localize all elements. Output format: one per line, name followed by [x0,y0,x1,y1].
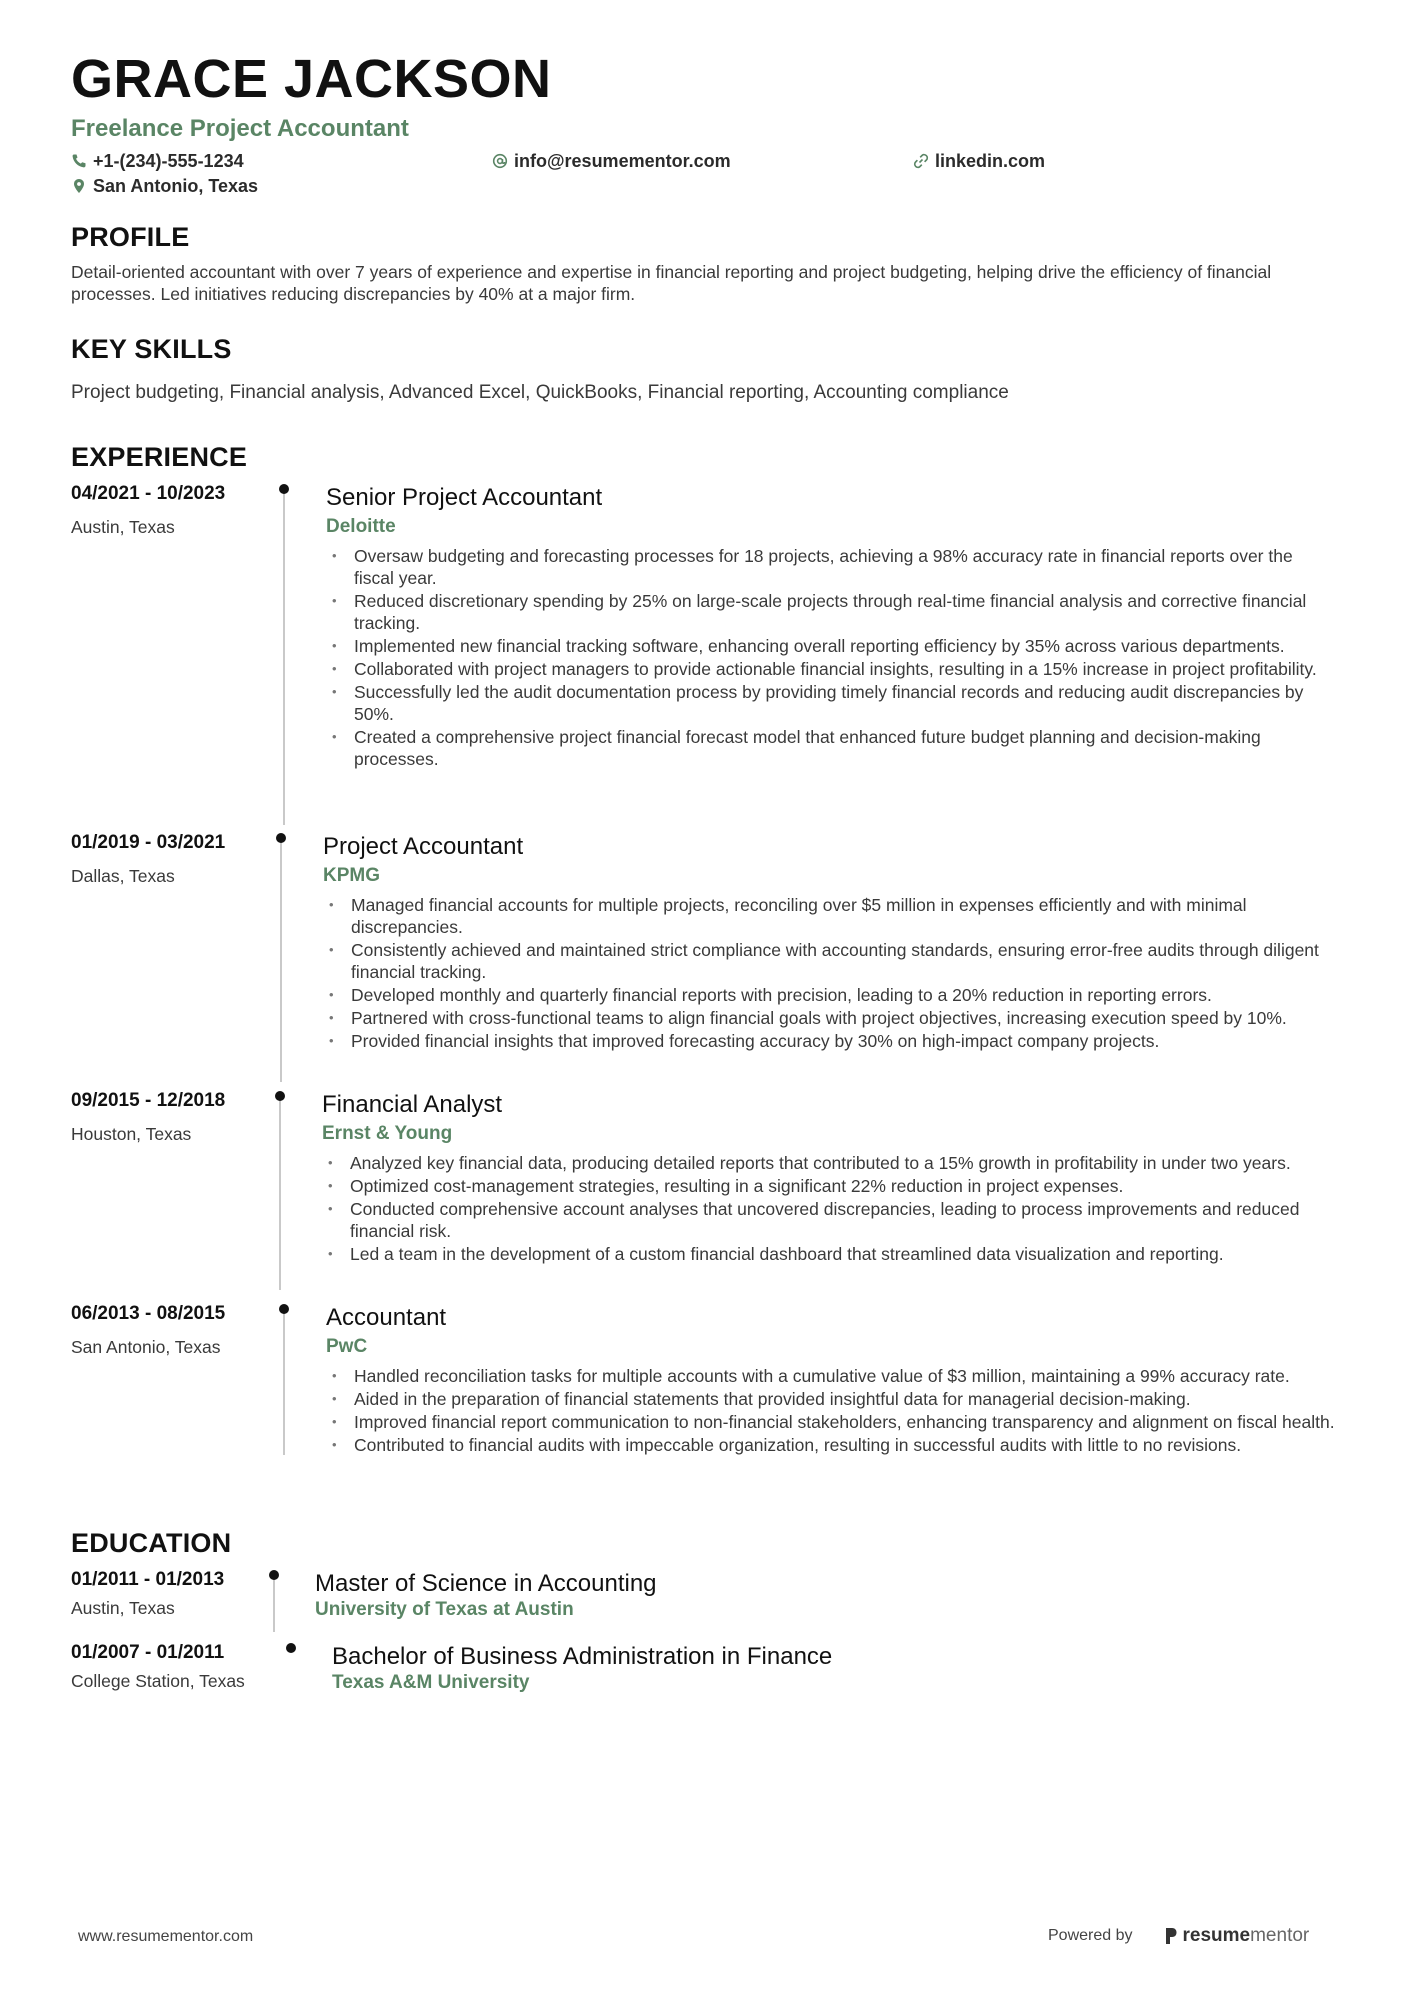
job-title: Freelance Project Accountant [71,115,409,142]
timeline-line [279,1095,281,1290]
education-school: Texas A&M University [332,1672,530,1693]
footer-powered [1048,1925,1309,1947]
list-item: • Oversaw budgeting and forecasting processes for 18 projects, achieving a 98% accuracy rate in financial reports over the fiscal year. [326,545,1336,589]
experience-role: Project Accountant [323,833,524,860]
experience-company: PwC [326,1336,368,1357]
list-item: • Collaborated with project managers to provide actionable financial insights, resulting in a 15% increase in project profitability. [326,658,1336,680]
at-icon [492,153,508,169]
list-item: • Led a team in the development of a custom financial dashboard that streamlined data visualization and reporting. [322,1243,1332,1265]
brand-name-bold: resume [1182,1925,1251,1946]
experience-location: San Antonio, Texas [71,1337,221,1357]
timeline-dot [286,1643,296,1653]
list-item: • Developed monthly and quarterly financial reports with precision, leading to a 20% reduction in reporting errors. [323,984,1333,1006]
experience-dates: 01/2019 - 03/2021 [71,832,226,853]
email-contact[interactable] [492,152,731,170]
resumementor-logo-icon [1165,1927,1177,1945]
education-dates: 01/2011 - 01/2013 [71,1569,225,1590]
email-text: info@resumementor.com [514,151,731,171]
list-item: • Optimized cost-management strategies, resulting in a significant 22% reduction in project expenses. [322,1175,1332,1197]
list-item: • Successfully led the audit documentation process by providing timely financial records and reducing audit discrepancies by 50%. [326,681,1336,725]
brand-logo[interactable] [1165,1925,1310,1947]
experience-dates: 04/2021 - 10/2023 [71,483,226,504]
skills-list: Project budgeting, Financial analysis, Advanced Excel, QuickBooks, Financial reporting, Accounting compliance [71,382,1009,403]
experience-company: KPMG [323,865,380,886]
timeline-dot [275,1091,285,1101]
timeline-line [280,837,282,1082]
experience-bullets [322,1152,1332,1266]
linkedin-contact[interactable] [913,152,1045,170]
experience-bullets [326,545,1336,771]
education-school: University of Texas at Austin [315,1599,574,1620]
timeline-dot [279,1304,289,1314]
profile-heading: PROFILE [71,222,190,252]
phone-icon [71,153,87,169]
timeline-line [283,1308,285,1455]
list-item: • Aided in the preparation of financial statements that provided insightful data for managerial decision-making. [326,1388,1336,1410]
location-text: San Antonio, Texas [93,176,259,196]
footer-website[interactable]: www.resumementor.com [78,1928,254,1945]
experience-heading: EXPERIENCE [71,442,248,472]
phone-contact [71,152,244,170]
phone-text: +1-(234)-555-1234 [93,151,244,171]
education-location: College Station, Texas [71,1671,245,1691]
education-location: Austin, Texas [71,1598,175,1618]
timeline-dot [269,1570,279,1580]
education-heading: EDUCATION [71,1528,232,1558]
candidate-name: GRACE JACKSON [71,49,552,109]
list-item: • Improved financial report communication to non-financial stakeholders, enhancing transparency and alignment on fiscal health. [326,1411,1336,1433]
brand-name-light: mentor [1250,1925,1310,1946]
experience-dates: 06/2013 - 08/2015 [71,1303,226,1324]
list-item: • Handled reconciliation tasks for multiple accounts with a cumulative value of $3 million, maintaining a 99% accuracy rate. [326,1365,1336,1387]
education-dates: 01/2007 - 01/2011 [71,1642,225,1663]
map-pin-icon [71,178,87,194]
experience-company: Deloitte [326,516,396,537]
list-item: • Consistently achieved and maintained strict compliance with accounting standards, ensuring error-free audits through diligent financial tracking. [323,939,1333,983]
experience-bullets [323,894,1333,1053]
list-item: • Provided financial insights that improved forecasting accuracy by 30% on high-impact company projects. [323,1030,1333,1052]
timeline-dot [279,484,289,494]
list-item: • Contributed to financial audits with impeccable organization, resulting in successful audits with little to no revisions. [326,1434,1336,1456]
list-item: • Conducted comprehensive account analyses that uncovered discrepancies, leading to process improvements and reduced financial risk. [322,1198,1332,1242]
experience-bullets [326,1365,1336,1457]
list-item: • Analyzed key financial data, producing detailed reports that contributed to a 15% growth in profitability in under two years. [322,1152,1332,1174]
linkedin-text: linkedin.com [935,151,1046,171]
timeline-line [273,1574,275,1632]
experience-role: Financial Analyst [322,1091,503,1118]
experience-location: Houston, Texas [71,1124,192,1144]
skills-heading: KEY SKILLS [71,334,232,364]
timeline-dot [276,833,286,843]
education-degree: Master of Science in Accounting [315,1570,657,1597]
list-item: • Partnered with cross-functional teams to align financial goals with project objectives, increasing execution speed by 10%. [323,1007,1333,1029]
experience-dates: 09/2015 - 12/2018 [71,1090,226,1111]
education-degree: Bachelor of Business Administration in Finance [332,1643,833,1670]
experience-location: Dallas, Texas [71,866,175,886]
experience-role: Accountant [326,1304,447,1331]
list-item: • Managed financial accounts for multiple projects, reconciling over $5 million in expenses efficiently and with minimal discrepancies. [323,894,1333,938]
experience-role: Senior Project Accountant [326,484,603,511]
location-contact [71,177,258,195]
list-item: • Reduced discretionary spending by 25% on large-scale projects through real-time financial analysis and corrective financial tracking. [326,590,1336,634]
timeline-line [283,488,285,825]
experience-company: Ernst & Young [322,1123,453,1144]
list-item: • Implemented new financial tracking software, enhancing overall reporting efficiency by 35% across various departments. [326,635,1336,657]
list-item: • Created a comprehensive project financial forecast model that enhanced future budget planning and decision-making processes. [326,726,1336,770]
powered-by-label: Powered by [1048,1927,1133,1944]
link-icon [913,153,929,169]
experience-location: Austin, Texas [71,517,175,537]
profile-summary: Detail-oriented accountant with over 7 years of experience and expertise in financial reporting and project budgeting, helping drive the efficiency of financial processes. Led initiatives reducing discrepancies by 40% at a major firm. [71,262,1272,304]
